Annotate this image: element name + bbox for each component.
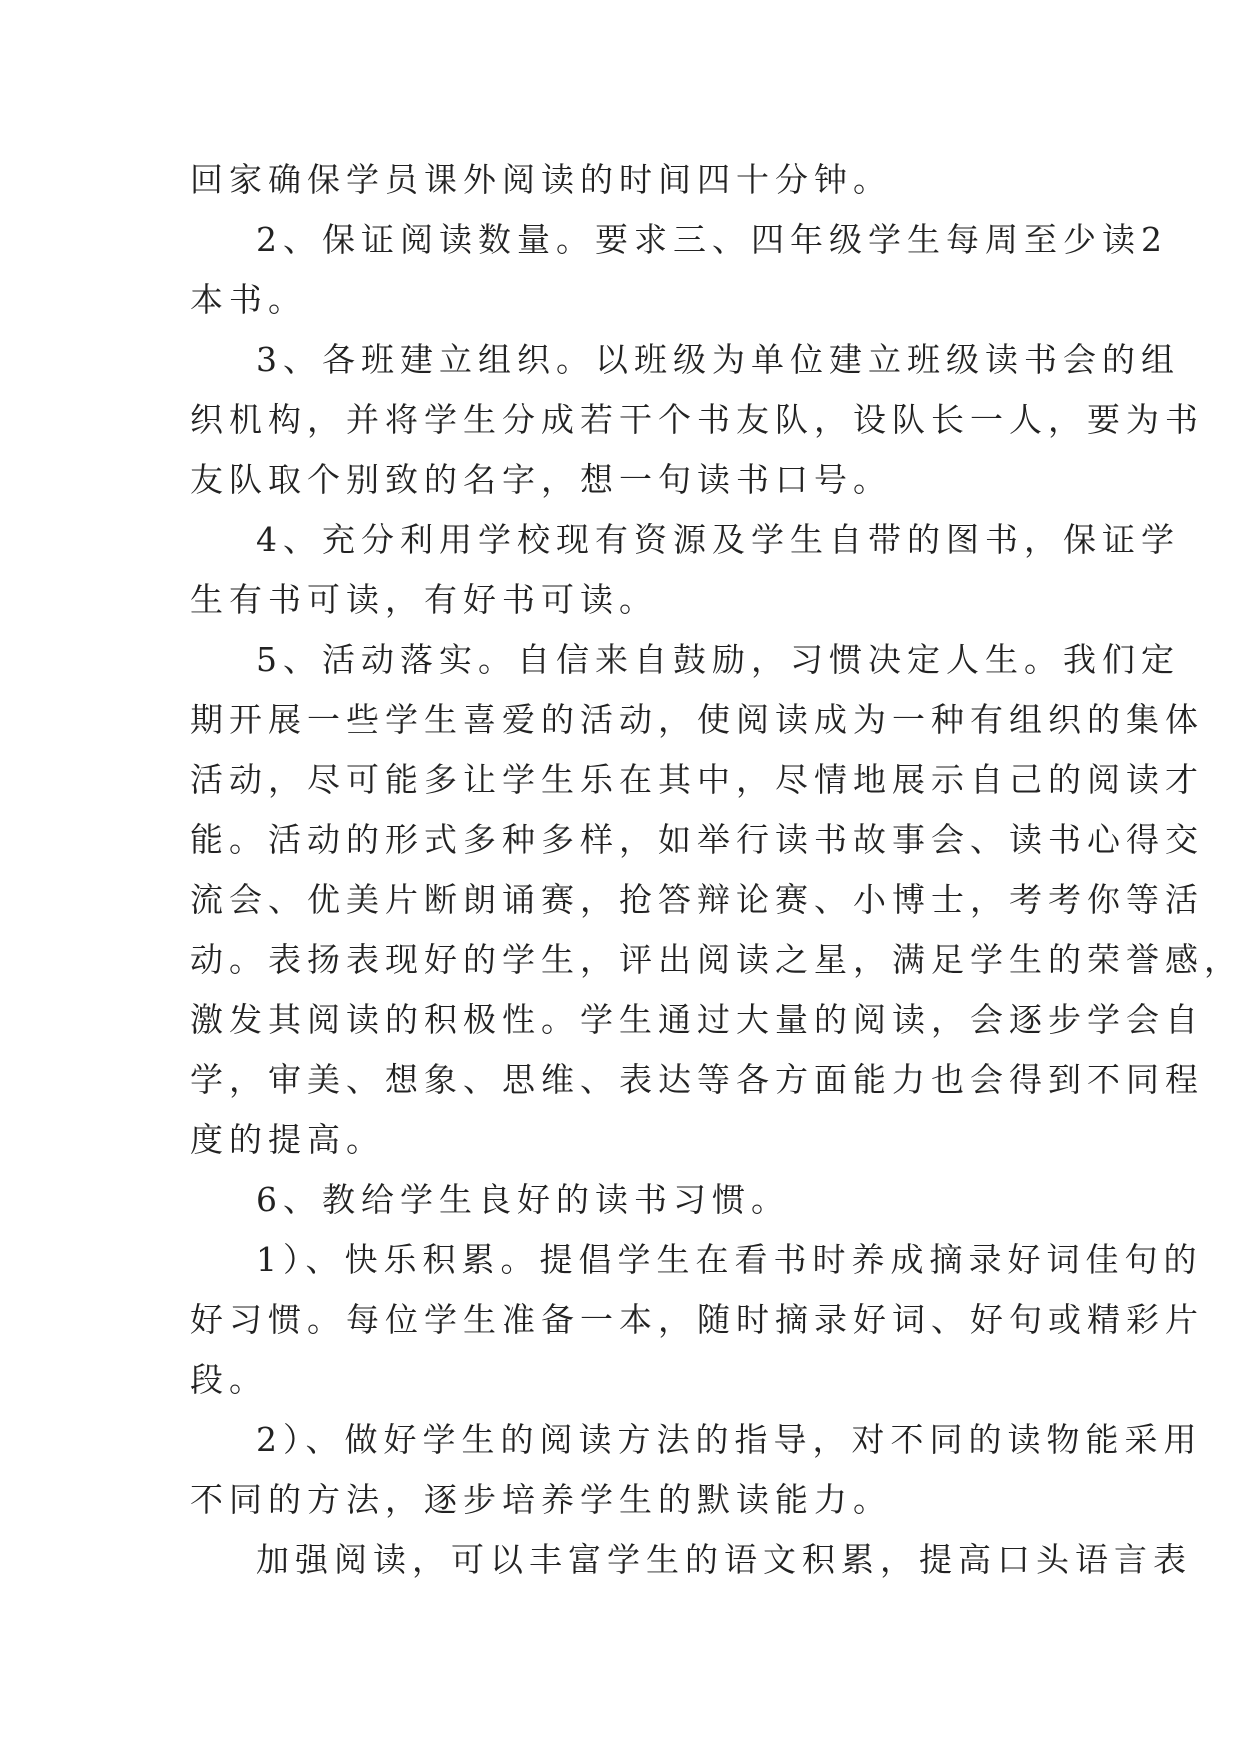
text-line: 4、充分利用学校现有资源及学生自带的图书，保证学	[256, 520, 1180, 559]
text-line: 不同的方法，逐步培养学生的默读能力。	[190, 1480, 892, 1519]
text-line: 2、保证阅读数量。要求三、四年级学生每周至少读2	[256, 220, 1168, 259]
text-line: 1）、快乐积累。提倡学生在看书时养成摘录好词佳句的	[256, 1240, 1203, 1279]
text-line: 6、教给学生良好的读书习惯。	[256, 1180, 790, 1219]
text-line: 期开展一些学生喜爱的活动，使阅读成为一种有组织的集体	[190, 700, 1204, 739]
text-line: 流会、优美片断朗诵赛，抢答辩论赛、小博士，考考你等活	[190, 880, 1204, 919]
text-line: 回家确保学员课外阅读的时间四十分钟。	[190, 160, 892, 199]
text-line: 3、各班建立组织。以班级为单位建立班级读书会的组	[256, 340, 1180, 379]
text-line: 学，审美、想象、思维、表达等各方面能力也会得到不同程	[190, 1060, 1204, 1099]
document-page	[190, 150, 1243, 1590]
text-line: 加强阅读，可以丰富学生的语文积累，提高口头语言表	[256, 1540, 1192, 1579]
text-line: 动。表扬表现好的学生，评出阅读之星，满足学生的荣誉感，	[190, 940, 1243, 979]
text-line: 本书。	[190, 280, 307, 319]
text-line: 活动，尽可能多让学生乐在其中，尽情地展示自己的阅读才	[190, 760, 1204, 799]
text-line: 能。活动的形式多种多样，如举行读书故事会、读书心得交	[190, 820, 1204, 859]
text-line: 5、活动落实。自信来自鼓励，习惯决定人生。我们定	[256, 640, 1180, 679]
text-line: 2）、做好学生的阅读方法的指导，对不同的读物能采用	[256, 1420, 1203, 1459]
text-line: 激发其阅读的积极性。学生通过大量的阅读，会逐步学会自	[190, 1000, 1204, 1039]
text-line: 好习惯。每位学生准备一本，随时摘录好词、好句或精彩片	[190, 1300, 1204, 1339]
text-line: 生有书可读，有好书可读。	[190, 580, 658, 619]
text-line: 段。	[190, 1360, 268, 1399]
text-line: 织机构，并将学生分成若干个书友队，设队长一人，要为书	[190, 400, 1204, 439]
text-line: 友队取个别致的名字，想一句读书口号。	[190, 460, 892, 499]
text-line: 度的提高。	[190, 1120, 385, 1159]
